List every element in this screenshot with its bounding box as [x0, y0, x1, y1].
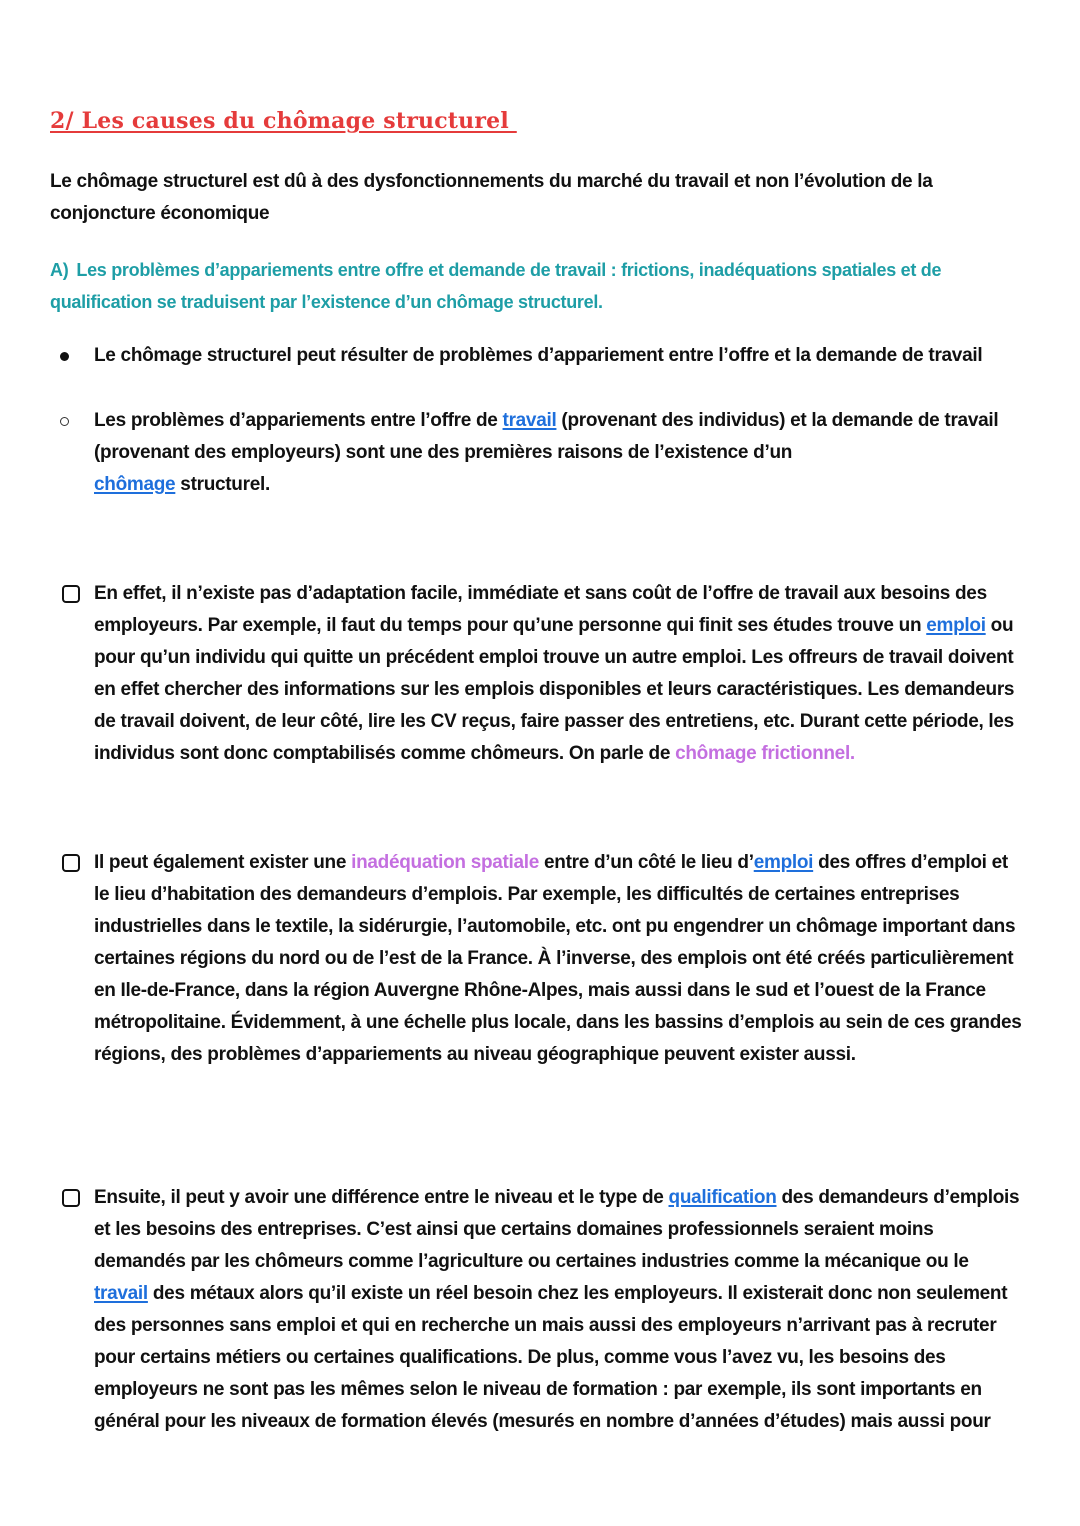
checklist-paragraph-qualification: [94, 1182, 1024, 1438]
bullet-text-part: (provenant des individus) et la demande de travail (provenant des employeurs) sont une des premières raisons de l’existence d’un: [94, 410, 999, 463]
link-qualification[interactable]: qualification: [668, 1187, 777, 1208]
sub-bullet-item: [94, 405, 1024, 501]
paragraph-text-part: des demandeurs d’emplois et les besoins des entreprises. C’est ainsi que certains domaines professionnels seraient moins demandés par les chômeurs comme l’agriculture ou certaines industries comme la mécanique ou le: [94, 1187, 1020, 1272]
checkbox-icon[interactable]: [62, 585, 80, 603]
link-chomage[interactable]: chômage: [94, 474, 176, 495]
link-travail[interactable]: travail: [502, 410, 557, 431]
intro-paragraph: Le chômage structurel est dû à des dysfonctionnements du marché du travail et non l’évolution de la conjoncture économique: [50, 171, 933, 224]
checklist-paragraph-frictional: [94, 578, 1024, 770]
bullet-text: Le chômage structurel peut résulter de problèmes d’appariement entre l’offre et la demande de travail: [94, 345, 983, 366]
highlight-inadequation-spatiale: inadéquation spatiale: [351, 852, 540, 873]
subsection-heading-text: Les problèmes d’appariements entre offre et demande de travail : frictions, inadéquations spatiales et de qualification se traduisent par l’existence d’un chômage structurel.: [50, 260, 942, 312]
link-emploi[interactable]: emploi: [926, 615, 986, 636]
highlight-chomage-frictionnel: chômage frictionnel.: [675, 743, 855, 764]
paragraph-text-part: Ensuite, il peut y avoir une différence entre le niveau et le type de: [94, 1187, 669, 1208]
bullet-text-part: structurel.: [175, 474, 270, 495]
subsection-heading-a: [50, 254, 1010, 318]
section-title: 2/ Les causes du chômage structurel: [50, 108, 517, 134]
subsection-letter: A): [50, 260, 69, 280]
hollow-bullet-icon: [54, 405, 74, 437]
checkbox-icon[interactable]: [62, 1189, 80, 1207]
paragraph-text-part: des métaux alors qu’il existe un réel besoin chez les employeurs. Il existerait donc non seulement des personnes sans emploi et qui en recherche un mais aussi des employeurs n’arrivant pas à recruter pour certains métiers ou certaines qualifications. De plus, comme vous l’avez vu, les besoins des employeurs ne sont pas les mêmes selon le niveau de formation : par exemple, ils sont importants en général pour les niveaux de formation élevés (mesurés en nombre d’années d’études) mais aussi pour: [94, 1283, 1008, 1432]
paragraph-text-part: ou pour qu’un individu qui quitte un précédent emploi trouve un autre emploi. Les offreurs de travail doivent en effet chercher des informations sur les emplois disponibles et leurs caractéristiques. Les demandeurs de travail doivent, de leur côté, lire les CV reçus, faire passer des entretiens, etc. Durant cette période, les individus sont donc comptabilisés comme chômeurs. On parle de: [94, 615, 1015, 764]
paragraph-text-part: des offres d’emploi et le lieu d’habitation des demandeurs d’emplois. Par exemple, les difficultés de certaines entreprises industrielles dans le textile, la sidérurgie, l’automobile, etc. ont pu engendrer un chômage important dans certaines régions du nord ou de l’est de la France. À l’inverse, des emplois ont été créés particulièrement en Ile-de-France, dans la région Auvergne Rhône-Alpes, mais aussi dans le sud et l’ouest de la France métropolitaine. Évidemment, à une échelle plus locale, dans les bassins d’emplois au sein de ces grandes régions, des problèmes d’appariements au niveau géographique peuvent exister aussi.: [94, 852, 1022, 1065]
checklist-paragraph-spatial: [94, 847, 1024, 1071]
filled-bullet-icon: [54, 340, 74, 372]
checkbox-icon[interactable]: [62, 854, 80, 872]
link-travail[interactable]: travail: [94, 1283, 148, 1304]
paragraph-text-part: Il peut également exister une: [94, 852, 352, 873]
link-emploi[interactable]: emploi: [753, 852, 814, 873]
paragraph-text-part: En effet, il n’existe pas d’adaptation facile, immédiate et sans coût de l’offre de travail aux besoins des employeurs. Par exemple, il faut du temps pour qu’une personne qui finit ses études trouve un: [94, 583, 987, 636]
bullet-item: [94, 340, 1024, 372]
paragraph-text-part: entre d’un côté le lieu d’: [539, 852, 754, 873]
bullet-text-part: Les problèmes d’appariements entre l’offre de: [94, 410, 503, 431]
